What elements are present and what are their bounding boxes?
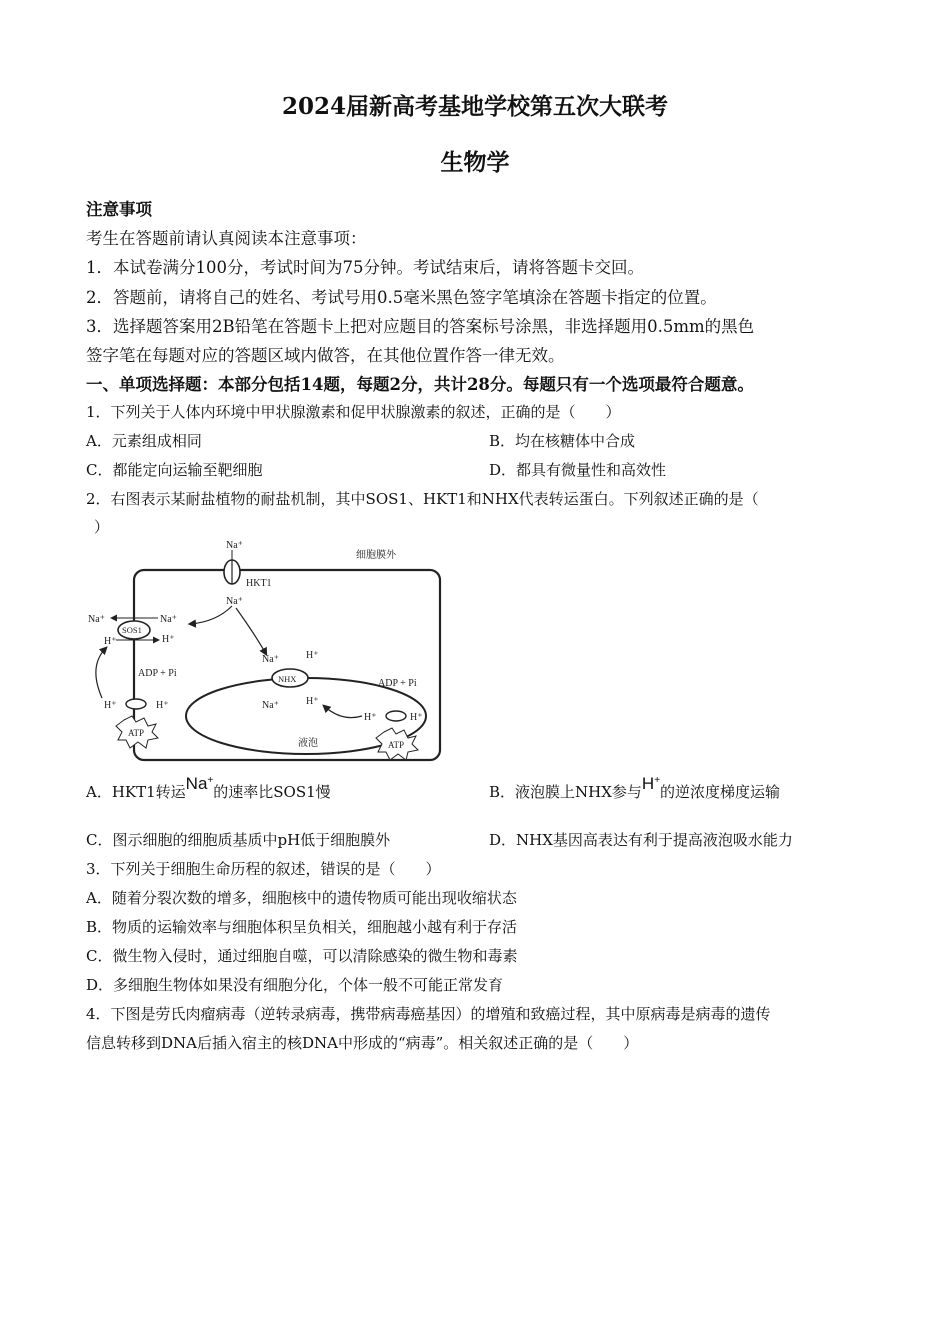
q2-option-b: B．液泡膜上NHX参与H+的逆浓度梯度运输 — [489, 774, 781, 801]
pump-right-atp: ATP — [388, 740, 405, 750]
pump-left-adp: ADP + Pi — [138, 668, 177, 679]
q1-option-d: D．都具有微量性和高效性 — [489, 461, 667, 479]
pump-right-h-vac: H⁺ — [364, 712, 377, 723]
q2-stem: 2．右图表示某耐盐植物的耐盐机制，其中SOS1、HKT1和NHX代表转运蛋白。下列叙述正确的是（ — [86, 490, 759, 508]
outside-label: 细胞膜外 — [356, 550, 396, 561]
pump-right-h-cyt: H⁺ — [410, 712, 423, 723]
sos1-label: SOS1 — [122, 625, 142, 635]
hkt1-na-out: Na⁺ — [226, 540, 243, 551]
vacuole-label: 液泡 — [298, 738, 318, 749]
salt-tolerance-diagram — [86, 536, 448, 766]
pump-left-atp: ATP — [128, 728, 145, 738]
notice-heading: 注意事项 — [86, 200, 152, 219]
pump-left-h-in: H⁺ — [156, 700, 169, 711]
q1-option-a: A．元素组成相同 — [86, 432, 202, 450]
subject-title: 生物学 — [440, 149, 510, 176]
notice-item-2: 2．答题前，请将自己的姓名、考试号用0.5毫米黑色签字笔填涂在答题卡指定的位置。 — [86, 288, 717, 307]
q3-option-b: B．物质的运输效率与细胞体积呈负相关，细胞越小越有利于存活 — [86, 918, 518, 936]
q1-stem: 1．下列关于人体内环境中甲状腺激素和促甲状腺激素的叙述，正确的是（ ） — [86, 403, 621, 421]
q1-option-b: B．均在核糖体中合成 — [489, 432, 636, 450]
sos1-na-in: Na⁺ — [160, 614, 177, 625]
nhx-h-vac: H⁺ — [306, 696, 319, 707]
q2-option-a: A．HKT1转运Na+的速率比SOS1慢 — [86, 774, 331, 801]
q3-option-a: A．随着分裂次数的增多，细胞核中的遗传物质可能出现收缩状态 — [86, 889, 517, 907]
notice-item-3-cont: 签字笔在每题对应的答题区域内做答，在其他位置作答一律无效。 — [86, 346, 565, 365]
nhx-h-in: H⁺ — [306, 650, 319, 661]
q2-option-c: C．图示细胞的细胞质基质中pH低于细胞膜外 — [86, 831, 391, 849]
sos1-na-out: Na⁺ — [88, 614, 105, 625]
pump-left-h-out: H⁺ — [104, 700, 117, 711]
notice-intro: 考生在答题前请认真阅读本注意事项： — [86, 229, 367, 248]
q3-option-c: C．微生物入侵时，通过细胞自噬，可以清除感染的微生物和毒素 — [86, 947, 518, 965]
q1-option-c: C．都能定向运输至靶细胞 — [86, 461, 263, 479]
notice-item-1: 1．本试卷满分100分，考试时间为75分钟。考试结束后，请将答题卡交回。 — [86, 258, 644, 277]
notice-item-3: 3．选择题答案用2B铅笔在答题卡上把对应题目的答案标号涂黑，非选择题用0.5mm的黑色 — [86, 317, 755, 336]
nhx-label: NHX — [278, 674, 297, 684]
q2-stem-close: ） — [94, 518, 110, 536]
q4-stem-cont: 信息转移到DNA后插入宿主的核DNA中形成的“病毒”。相关叙述正确的是（ ） — [86, 1034, 639, 1052]
nhx-na-vac: Na⁺ — [262, 700, 279, 711]
hkt1-na-in: Na⁺ — [226, 596, 243, 607]
q2-option-d: D．NHX基因高表达有利于提高液泡吸水能力 — [489, 831, 793, 849]
proton-pump-right — [386, 711, 406, 721]
q3-option-d: D．多细胞生物体如果没有细胞分化，个体一般不可能正常发育 — [86, 976, 504, 994]
section-heading: 一、单项选择题：本部分包括14题，每题2分，共计28分。每题只有一个选项最符合题意。 — [86, 375, 754, 394]
q4-stem: 4．下图是劳氏肉瘤病毒（逆转录病毒，携带病毒癌基因）的增殖和致癌过程，其中原病毒是病毒的遗传 — [86, 1005, 771, 1023]
hkt1-label: HKT1 — [246, 578, 272, 589]
sos1-h-in: H⁺ — [162, 634, 175, 645]
sos1-h-out: H⁺ — [104, 636, 117, 647]
proton-pump-left — [126, 699, 146, 709]
q3-stem: 3．下列关于细胞生命历程的叙述，错误的是（ ） — [86, 860, 441, 878]
exam-title: 2024届新高考基地学校第五次大联考 — [281, 93, 668, 120]
pump-right-adp: ADP + Pi — [378, 678, 417, 689]
nhx-na-in: Na⁺ — [262, 654, 279, 665]
